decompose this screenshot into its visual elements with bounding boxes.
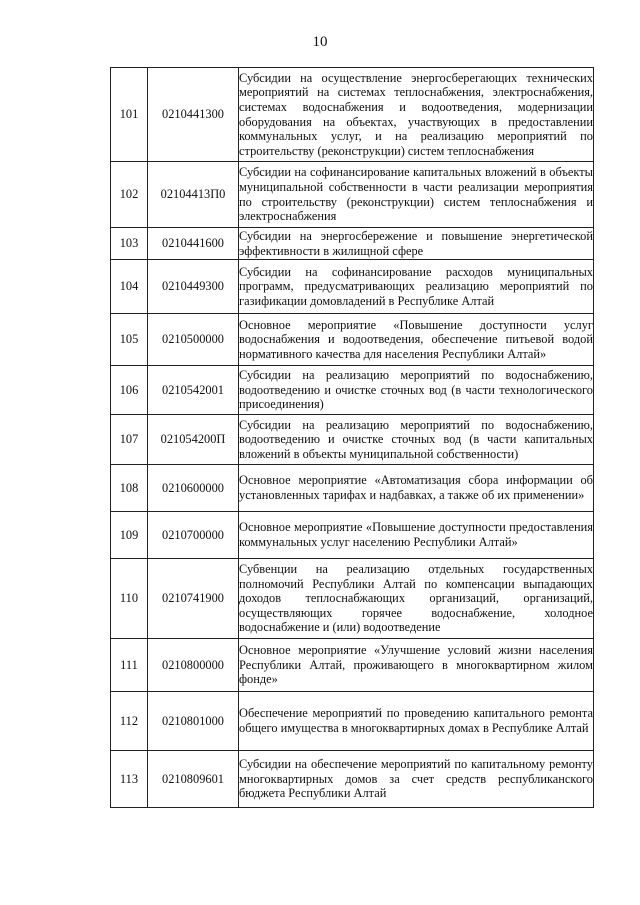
row-code: 0210800000	[148, 639, 239, 692]
row-description: Субсидии на реализацию мероприятий по водоснабжению, водоотведению и очистке сточных вод (в части технологического присоединения)	[239, 366, 594, 415]
page-number: 10	[312, 34, 328, 50]
row-code: 0210809601	[148, 751, 239, 808]
row-description: Основное мероприятие «Автоматизация сбора информации об установленных тарифах и надбавках, а также об их применении»	[239, 465, 594, 512]
table-row	[111, 512, 594, 559]
row-number: 111	[111, 639, 148, 692]
row-number: 104	[111, 260, 148, 314]
row-description: Субсидии на софинансирование расходов муниципальных программ, предусматривающих реализацию мероприятий по газификации домовладений в Республике Алтай	[239, 260, 594, 314]
table-row	[111, 559, 594, 639]
table-row	[111, 639, 594, 692]
row-code: 0210600000	[148, 465, 239, 512]
row-description: Субвенции на реализацию отдельных государственных полномочий Республики Алтай по компенсации выпадающих доходов теплоснабжающих организаций, организаций, осуществляющих горячее водоснабжение, холодное водоснабжение и (или) водоотведение	[239, 559, 594, 639]
table-row	[111, 228, 594, 260]
table-row	[111, 162, 594, 228]
budget-codes-table	[110, 67, 594, 808]
table-row	[111, 415, 594, 465]
row-number: 108	[111, 465, 148, 512]
row-description: Основное мероприятие «Улучшение условий жизни населения Республики Алтай, проживающего в многоквартирном жилом фонде»	[239, 639, 594, 692]
row-number: 113	[111, 751, 148, 808]
row-code: 0210542001	[148, 366, 239, 415]
row-code: 0210741900	[148, 559, 239, 639]
row-code: 0210801000	[148, 692, 239, 751]
row-description: Субсидии на обеспечение мероприятий по капитальному ремонту многоквартирных домов за счет средств республиканского бюджета Республики Алтай	[239, 751, 594, 808]
row-number: 109	[111, 512, 148, 559]
table-row	[111, 68, 594, 162]
row-number: 102	[111, 162, 148, 228]
row-code: 0210500000	[148, 314, 239, 366]
table-row	[111, 465, 594, 512]
table-row	[111, 260, 594, 314]
row-code: 0210441600	[148, 228, 239, 260]
row-description: Обеспечение мероприятий по проведению капитального ремонта общего имущества в многоквартирных домах в Республике Алтай	[239, 692, 594, 751]
table-row	[111, 314, 594, 366]
row-description: Основное мероприятие «Повышение доступности предоставления коммунальных услуг населению Республики Алтай»	[239, 512, 594, 559]
row-description: Субсидии на софинансирование капитальных вложений в объекты муниципальной собственности в части реализации мероприятия по строительству (реконструкции) систем теплоснабжения и электроснабжения	[239, 162, 594, 228]
row-code: 0210449300	[148, 260, 239, 314]
row-number: 101	[111, 68, 148, 162]
row-description: Основное мероприятие «Повышение доступности услуг водоснабжения и водоотведения, обеспечение питьевой водой нормативного качества для населения Республики Алтай»	[239, 314, 594, 366]
row-code: 021054200П	[148, 415, 239, 465]
row-description: Субсидии на реализацию мероприятий по водоснабжению, водоотведению и очистке сточных вод (в части капитальных вложений в объекты муниципальной собственности)	[239, 415, 594, 465]
row-number: 105	[111, 314, 148, 366]
row-number: 112	[111, 692, 148, 751]
row-number: 106	[111, 366, 148, 415]
row-number: 107	[111, 415, 148, 465]
row-description: Субсидии на осуществление энергосберегающих технических мероприятий на системах теплоснабжения, электроснабжения, системах водоснабжения и водоотведения, модернизации оборудования на объектах, участвующих в предоставлении коммунальных услуг, и на реализацию мероприятий по строительству (реконструкции) систем теплоснабжения	[239, 68, 594, 162]
table-row	[111, 692, 594, 751]
table-row	[111, 751, 594, 808]
row-description: Субсидии на энергосбережение и повышение энергетической эффективности в жилищной сфере	[239, 228, 593, 258]
row-number: 110	[111, 559, 148, 639]
row-code: 02104413П0	[148, 162, 239, 228]
row-code: 0210700000	[148, 512, 239, 559]
table-row	[111, 366, 594, 415]
row-number: 103	[111, 228, 148, 260]
row-code: 0210441300	[148, 68, 239, 162]
